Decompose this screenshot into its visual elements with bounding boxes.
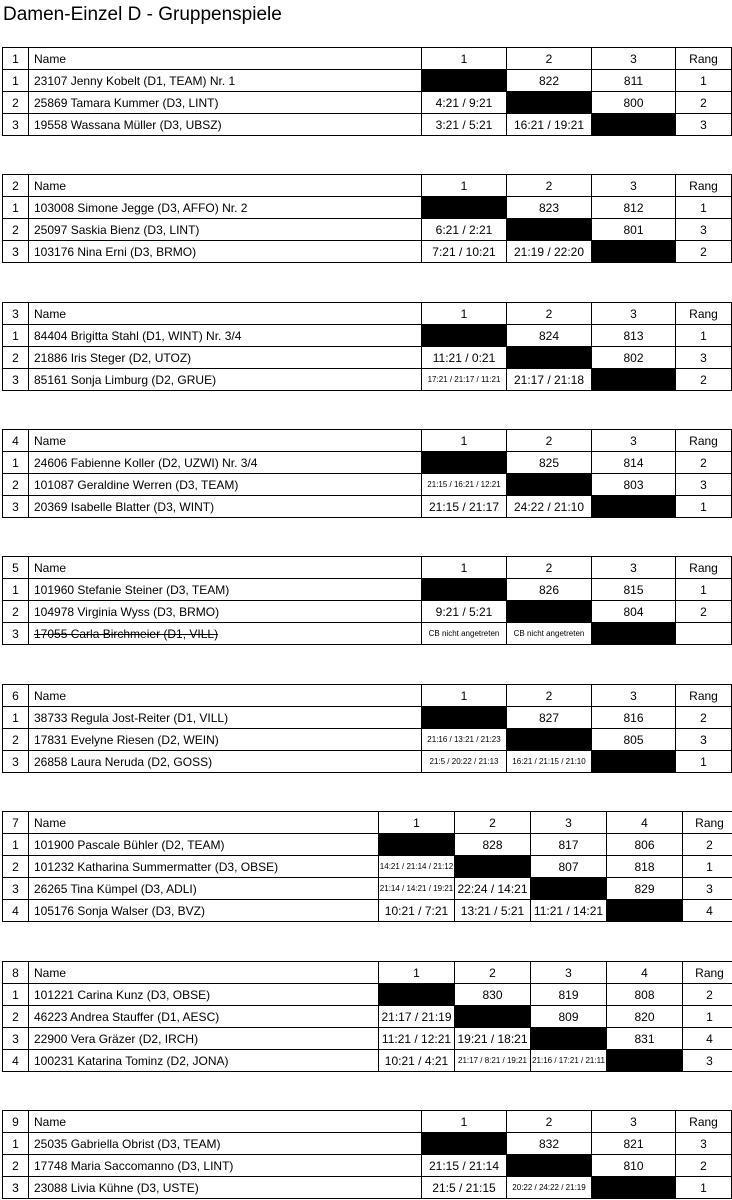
opponent-column-header: 1 [379,962,455,984]
opponent-column-header: 3 [592,48,676,70]
player-name: 105176 Sonja Walser (D3, BVZ) [29,900,379,922]
self-match-blank [379,834,455,856]
rank-header: Rang [683,812,732,834]
table-row [3,452,732,474]
opponent-column-header: 2 [455,812,531,834]
opponent-column-header: 3 [531,812,607,834]
group-header-row [3,1111,732,1133]
match-number: 825 [507,452,592,474]
match-result: 24:22 / 21:10 [507,496,592,518]
rank-header: Rang [676,685,732,707]
opponent-column-header: 2 [507,685,592,707]
rank-value: 1 [676,197,732,219]
player-name: 19558 Wassana Müller (D3, UBSZ) [29,114,422,136]
opponent-column-header: 3 [592,557,676,579]
rank-value: 3 [676,114,732,136]
table-row [3,1133,732,1155]
group-header-row [3,962,732,984]
rank-value: 1 [676,70,732,92]
table-row [3,900,732,922]
table-row [3,1155,732,1177]
table-row [3,369,732,391]
rank-value: 1 [676,1177,732,1199]
table-row [3,92,732,114]
self-match-blank [507,219,592,241]
opponent-column-header: 2 [507,1111,592,1133]
table-row [3,856,732,878]
match-number: 800 [592,92,676,114]
row-position: 2 [3,1155,29,1177]
row-position: 3 [3,878,29,900]
match-number: 830 [455,984,531,1006]
self-match-blank [507,92,592,114]
table-row [3,729,732,751]
opponent-column-header: 2 [507,48,592,70]
name-header: Name [29,175,422,197]
rank-value [676,623,732,645]
self-match-blank [607,1050,683,1072]
table-row [3,1177,732,1199]
match-number: 818 [607,856,683,878]
name-header: Name [29,303,422,325]
rank-value: 1 [676,751,732,773]
match-result: CB nicht angetreten [507,623,592,645]
self-match-blank [507,347,592,369]
rank-header: Rang [676,303,732,325]
match-result: 10:21 / 7:21 [379,900,455,922]
table-row [3,496,732,518]
self-match-blank [592,114,676,136]
group-header-row [3,812,732,834]
row-position: 4 [3,1050,29,1072]
self-match-blank [592,369,676,391]
match-number: 823 [507,197,592,219]
match-result: 19:21 / 18:21 [455,1028,531,1050]
group-table [2,811,732,922]
rank-value: 1 [683,1006,732,1028]
match-number: 829 [607,878,683,900]
player-name: 22900 Vera Gräzer (D2, IRCH) [29,1028,379,1050]
opponent-column-header: 1 [422,1111,507,1133]
self-match-blank [422,325,507,347]
group-table [2,47,732,136]
row-position: 1 [3,197,29,219]
player-name: 101960 Stefanie Steiner (D3, TEAM) [29,579,422,601]
rank-value: 2 [683,984,732,1006]
player-name: 25035 Gabriella Obrist (D3, TEAM) [29,1133,422,1155]
self-match-blank [379,984,455,1006]
table-row [3,70,732,92]
match-result: 20:22 / 24:22 / 21:19 [507,1177,592,1199]
row-position: 3 [3,1177,29,1199]
opponent-column-header: 1 [422,430,507,452]
player-name: 23088 Livia Kühne (D3, USTE) [29,1177,422,1199]
rank-value: 1 [676,579,732,601]
name-header: Name [29,1111,422,1133]
row-position: 2 [3,347,29,369]
self-match-blank [592,751,676,773]
group-number: 1 [3,48,29,70]
group-table [2,556,732,645]
rank-value: 1 [676,325,732,347]
match-result: 11:21 / 0:21 [422,347,507,369]
opponent-column-header: 3 [592,303,676,325]
row-position: 1 [3,984,29,1006]
group-header-row [3,430,732,452]
group-table [2,302,732,391]
self-match-blank [592,241,676,263]
match-number: 810 [592,1155,676,1177]
match-number: 821 [592,1133,676,1155]
rank-value: 3 [676,474,732,496]
match-result: 21:5 / 21:15 [422,1177,507,1199]
match-number: 808 [607,984,683,1006]
table-row [3,325,732,347]
rank-value: 2 [676,601,732,623]
opponent-column-header: 2 [507,303,592,325]
opponent-column-header: 3 [531,962,607,984]
player-name: 23107 Jenny Kobelt (D1, TEAM) Nr. 1 [29,70,422,92]
match-number: 826 [507,579,592,601]
player-name: 103176 Nina Erni (D3, BRMO) [29,241,422,263]
table-row [3,623,732,645]
row-position: 1 [3,325,29,347]
match-number: 832 [507,1133,592,1155]
row-position: 3 [3,369,29,391]
group-header-row [3,685,732,707]
self-match-blank [422,452,507,474]
self-match-blank [507,1155,592,1177]
match-result: 21:17 / 21:18 [507,369,592,391]
rank-value: 4 [683,900,732,922]
page-title: Damen-Einzel D - Gruppenspiele [3,4,282,25]
rank-header: Rang [676,430,732,452]
rank-value: 4 [683,1028,732,1050]
self-match-blank [592,1177,676,1199]
self-match-blank [507,474,592,496]
player-name: 17055 Carla Birchmeier (D1, VILL) [29,623,422,645]
match-number: 822 [507,70,592,92]
group-table [2,961,732,1072]
opponent-column-header: 3 [592,175,676,197]
match-result: 21:19 / 22:20 [507,241,592,263]
match-result: 13:21 / 5:21 [455,900,531,922]
rank-value: 2 [676,452,732,474]
match-result: 14:21 / 21:14 / 21:12 [379,856,455,878]
table-row [3,347,732,369]
rank-header: Rang [676,1111,732,1133]
row-position: 2 [3,92,29,114]
match-result: 11:21 / 12:21 [379,1028,455,1050]
rank-header: Rang [676,48,732,70]
player-name: 20369 Isabelle Blatter (D3, WINT) [29,496,422,518]
table-row [3,1006,732,1028]
player-name: 38733 Regula Jost-Reiter (D1, VILL) [29,707,422,729]
row-position: 1 [3,452,29,474]
group-table [2,174,732,263]
match-number: 827 [507,707,592,729]
self-match-blank [531,1028,607,1050]
match-result: 21:16 / 13:21 / 21:23 [422,729,507,751]
match-result: 7:21 / 10:21 [422,241,507,263]
match-result: 21:14 / 14:21 / 19:21 [379,878,455,900]
match-number: 807 [531,856,607,878]
self-match-blank [422,579,507,601]
group-number: 5 [3,557,29,579]
row-position: 2 [3,856,29,878]
row-position: 3 [3,1028,29,1050]
opponent-column-header: 1 [422,48,507,70]
self-match-blank [592,496,676,518]
group-number: 8 [3,962,29,984]
opponent-column-header: 1 [422,685,507,707]
self-match-blank [422,70,507,92]
match-number: 819 [531,984,607,1006]
rank-value: 3 [676,347,732,369]
opponent-column-header: 4 [607,812,683,834]
name-header: Name [29,557,422,579]
row-position: 4 [3,900,29,922]
table-row [3,878,732,900]
opponent-column-header: 2 [455,962,531,984]
match-number: 824 [507,325,592,347]
player-name: 100231 Katarina Tominz (D2, JONA) [29,1050,379,1072]
match-number: 817 [531,834,607,856]
group-header-row [3,303,732,325]
match-number: 813 [592,325,676,347]
rank-value: 2 [683,834,732,856]
row-position: 1 [3,834,29,856]
match-number: 805 [592,729,676,751]
player-name: 21886 Iris Steger (D2, UTOZ) [29,347,422,369]
self-match-blank [455,856,531,878]
group-header-row [3,175,732,197]
match-result: 9:21 / 5:21 [422,601,507,623]
match-result: 22:24 / 14:21 [455,878,531,900]
group-number: 2 [3,175,29,197]
rank-value: 2 [676,1155,732,1177]
row-position: 2 [3,474,29,496]
opponent-column-header: 3 [592,1111,676,1133]
row-position: 1 [3,579,29,601]
self-match-blank [507,601,592,623]
rank-value: 1 [676,496,732,518]
match-number: 803 [592,474,676,496]
player-name: 101221 Carina Kunz (D3, OBSE) [29,984,379,1006]
match-result: 21:15 / 16:21 / 12:21 [422,474,507,496]
rank-header: Rang [676,175,732,197]
row-position: 3 [3,751,29,773]
player-name: 17748 Maria Saccomanno (D3, LINT) [29,1155,422,1177]
match-result: 6:21 / 2:21 [422,219,507,241]
match-result: 21:17 / 8:21 / 19:21 [455,1050,531,1072]
opponent-column-header: 1 [422,175,507,197]
player-name: 25869 Tamara Kummer (D3, LINT) [29,92,422,114]
match-number: 815 [592,579,676,601]
self-match-blank [422,1133,507,1155]
table-row [3,474,732,496]
self-match-blank [422,707,507,729]
player-name: 84404 Brigitta Stahl (D1, WINT) Nr. 3/4 [29,325,422,347]
name-header: Name [29,812,379,834]
rank-value: 2 [676,241,732,263]
row-position: 1 [3,1133,29,1155]
group-header-row [3,557,732,579]
group-table [2,429,732,518]
match-number: 802 [592,347,676,369]
match-result: 11:21 / 14:21 [531,900,607,922]
player-name: 24606 Fabienne Koller (D2, UZWI) Nr. 3/4 [29,452,422,474]
match-number: 811 [592,70,676,92]
match-result: 21:5 / 20:22 / 21:13 [422,751,507,773]
self-match-blank [455,1006,531,1028]
row-position: 1 [3,707,29,729]
table-row [3,219,732,241]
player-name: 25097 Saskia Bienz (D3, LINT) [29,219,422,241]
opponent-column-header: 2 [507,430,592,452]
rank-value: 1 [683,856,732,878]
table-row [3,984,732,1006]
table-row [3,834,732,856]
row-position: 2 [3,729,29,751]
group-table [2,684,732,773]
match-result: 21:15 / 21:17 [422,496,507,518]
self-match-blank [422,197,507,219]
rank-value: 3 [676,1133,732,1155]
rank-header: Rang [676,557,732,579]
row-position: 2 [3,219,29,241]
player-name: 46223 Andrea Stauffer (D1, AESC) [29,1006,379,1028]
rank-value: 2 [676,707,732,729]
name-header: Name [29,48,422,70]
name-header: Name [29,962,379,984]
match-result: 21:16 / 17:21 / 21:11 [531,1050,607,1072]
match-number: 806 [607,834,683,856]
table-row [3,707,732,729]
opponent-column-header: 3 [592,685,676,707]
self-match-blank [607,900,683,922]
match-number: 804 [592,601,676,623]
player-name: 104978 Virginia Wyss (D3, BRMO) [29,601,422,623]
player-name: 101900 Pascale Bühler (D2, TEAM) [29,834,379,856]
opponent-column-header: 1 [422,303,507,325]
player-name: 26858 Laura Neruda (D2, GOSS) [29,751,422,773]
row-position: 3 [3,496,29,518]
table-row [3,751,732,773]
match-number: 820 [607,1006,683,1028]
self-match-blank [592,623,676,645]
match-number: 814 [592,452,676,474]
row-position: 3 [3,623,29,645]
row-position: 3 [3,114,29,136]
table-row [3,114,732,136]
rank-value: 3 [683,1050,732,1072]
player-name: 101232 Katharina Summermatter (D3, OBSE) [29,856,379,878]
group-header-row [3,48,732,70]
match-result: 21:17 / 21:19 [379,1006,455,1028]
row-position: 1 [3,70,29,92]
match-result: 4:21 / 9:21 [422,92,507,114]
match-result: 16:21 / 21:15 / 21:10 [507,751,592,773]
player-name: 17831 Evelyne Riesen (D2, WEIN) [29,729,422,751]
table-row [3,579,732,601]
self-match-blank [531,878,607,900]
match-number: 812 [592,197,676,219]
table-row [3,601,732,623]
name-header: Name [29,685,422,707]
table-row [3,197,732,219]
match-number: 816 [592,707,676,729]
row-position: 2 [3,1006,29,1028]
table-row [3,1028,732,1050]
player-name: 26265 Tina Kümpel (D3, ADLI) [29,878,379,900]
opponent-column-header: 4 [607,962,683,984]
group-number: 9 [3,1111,29,1133]
group-table [2,1110,732,1199]
rank-value: 3 [683,878,732,900]
match-number: 809 [531,1006,607,1028]
self-match-blank [507,729,592,751]
match-number: 828 [455,834,531,856]
match-result: 21:15 / 21:14 [422,1155,507,1177]
opponent-column-header: 2 [507,557,592,579]
match-result: 3:21 / 5:21 [422,114,507,136]
opponent-column-header: 1 [422,557,507,579]
group-number: 3 [3,303,29,325]
rank-value: 3 [676,729,732,751]
match-number: 801 [592,219,676,241]
name-header: Name [29,430,422,452]
player-name: 101087 Geraldine Werren (D3, TEAM) [29,474,422,496]
player-name: 85161 Sonja Limburg (D2, GRUE) [29,369,422,391]
group-number: 7 [3,812,29,834]
table-row [3,1050,732,1072]
row-position: 3 [3,241,29,263]
match-result: 16:21 / 19:21 [507,114,592,136]
opponent-column-header: 3 [592,430,676,452]
match-result: 10:21 / 4:21 [379,1050,455,1072]
rank-value: 2 [676,92,732,114]
player-name: 103008 Simone Jegge (D3, AFFO) Nr. 2 [29,197,422,219]
row-position: 2 [3,601,29,623]
rank-header: Rang [683,962,732,984]
rank-value: 2 [676,369,732,391]
match-result: CB nicht angetreten [422,623,507,645]
match-number: 831 [607,1028,683,1050]
match-result: 17:21 / 21:17 / 11:21 [422,369,507,391]
table-row [3,241,732,263]
group-number: 6 [3,685,29,707]
opponent-column-header: 2 [507,175,592,197]
rank-value: 3 [676,219,732,241]
opponent-column-header: 1 [379,812,455,834]
group-number: 4 [3,430,29,452]
